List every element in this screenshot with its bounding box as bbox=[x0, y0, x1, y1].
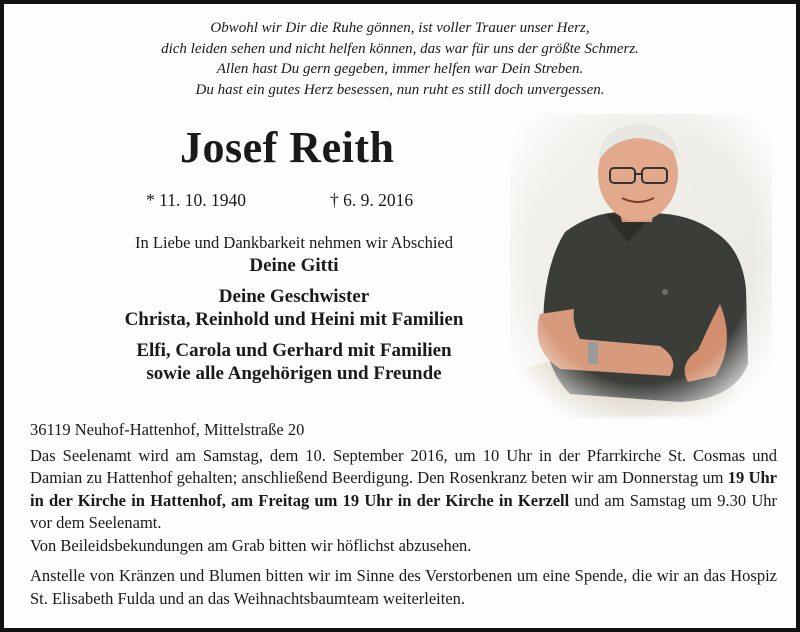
memorial-poem bbox=[4, 18, 796, 100]
death-date: † 6. 9. 2016 bbox=[330, 190, 414, 210]
funeral-service-info bbox=[30, 445, 777, 535]
siblings-heading: Deine Geschwister bbox=[218, 286, 370, 307]
condolence-note: Von Beileidsbekundungen am Grab bitten wir höflichst abzusehen. bbox=[30, 535, 472, 555]
portrait-photo bbox=[510, 114, 772, 419]
birth-date: * 11. 10. 1940 bbox=[146, 190, 246, 210]
service-text-1: Das Seelenamt wird am Samstag, dem 10. September 2016, um 10 Uhr in der Pfarrkirche St. Cosmas und Damian zu Hattenhof gehalten; anschließend Beerdigung. Den Rosenkranz beten wir am Donnerstag um bbox=[30, 445, 777, 487]
service-text-2: und am Samstag um 9.30 Uhr vor dem Seelenamt. bbox=[30, 490, 777, 532]
mourners-list bbox=[44, 232, 544, 385]
home-address: 36119 Neuhof-Hattenhof, Mittelstraße 20 bbox=[30, 420, 305, 439]
rosary-times: 19 Uhr in der Kirche in Hattenhof, am Freitag um 19 Uhr in der Kirche in Kerzell bbox=[30, 468, 777, 510]
poem-line: Allen hast Du gern gegeben, immer helfen war Dein Streben. bbox=[216, 61, 584, 77]
notice-body bbox=[30, 419, 777, 610]
siblings-names-1: Christa, Reinhold und Heini mit Familien bbox=[124, 309, 464, 330]
donation-request: Anstelle von Kränzen und Blumen bitten wir im Sinne des Verstorbenen um eine Spende, die wir an das Hospiz St. Elisabeth Fulda und an das Weihnachtsbaumteam weiterleiten. bbox=[30, 566, 777, 608]
spouse-name: Deine Gitti bbox=[249, 255, 339, 276]
relatives-friends: sowie alle Angehörigen und Freunde bbox=[146, 363, 442, 384]
poem-line: Du hast ein gutes Herz besessen, nun ruht es still doch unvergessen. bbox=[195, 81, 605, 98]
farewell-intro: In Liebe und Dankbarkeit nehmen wir Abschied bbox=[135, 233, 453, 252]
poem-line: dich leiden sehen und nicht helfen können, das war für uns der größte Schmerz. bbox=[161, 40, 639, 57]
deceased-name: Josef Reith bbox=[180, 123, 395, 172]
poem-line: Obwohl wir Dir die Ruhe gönnen, ist voller Trauer unser Herz, bbox=[210, 20, 590, 36]
siblings-names-2: Elfi, Carola und Gerhard mit Familien bbox=[136, 340, 452, 361]
